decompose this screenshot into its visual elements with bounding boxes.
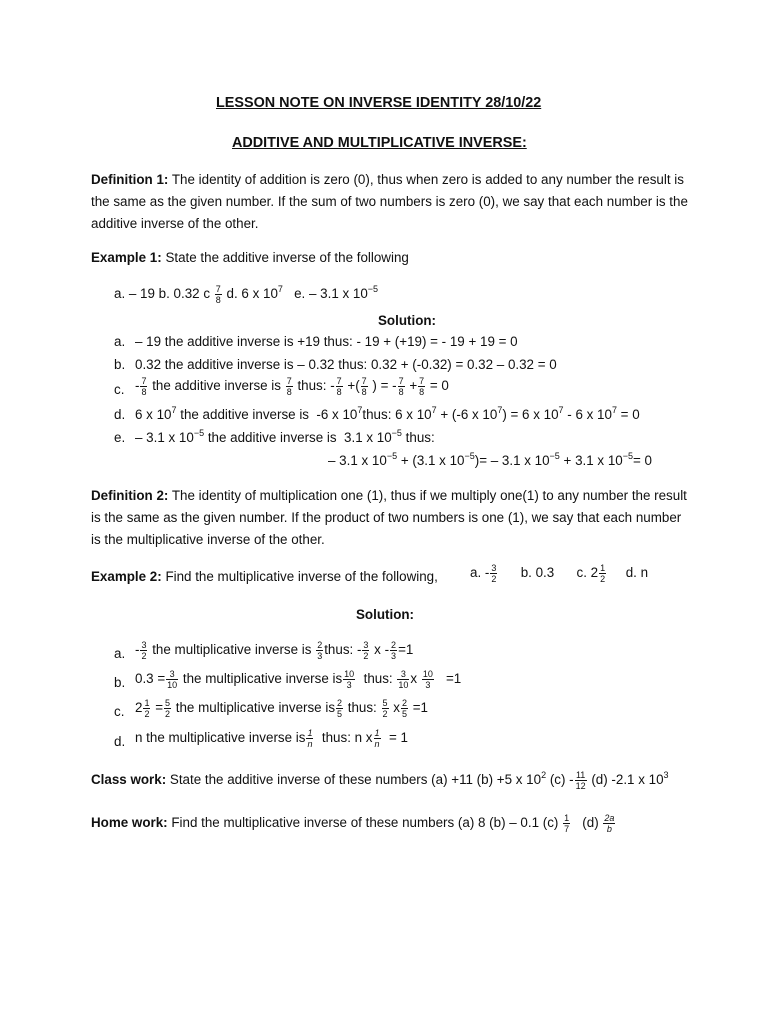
sol1-e-label: e. (114, 430, 126, 445)
section-title: ADDITIVE AND MULTIPLICATIVE INVERSE: (232, 135, 527, 151)
example-2-items: a. - $\frac{3}{2}$ b. 0.3 c. 2 $\frac{1}{2}$ d. n (470, 563, 649, 584)
sol1-d: 6 x $10^7$ the additive inverse is -6 x $10^7thus$: 6 x $10^7 + (-6$ x $10^7) = 6$ x $10^7 - 6$ x $10^7 = 0$ (135, 405, 640, 422)
example-1-text: State the additive inverse of the following (161, 250, 409, 265)
example-1 (91, 250, 409, 265)
page-title: LESSON NOTE ON INVERSE IDENTITY 28/10/22 (216, 95, 542, 111)
sol1-e: – 3.1 x $10^{-5}$ the additive inverse is 3.1 x $10^{-5}$ thus: (135, 428, 435, 445)
definition-2-text: The identity of multiplication one (1), thus if we multiply one(1) to any number the result is the same as the given number. If the product of two numbers is one (1), we say that each number is the multiplicative inverse of the other. (91, 488, 687, 547)
homework-label: Home work: (91, 815, 168, 831)
definition-1 (91, 169, 691, 235)
example-2-text: Find the multiplicative inverse of the following, (161, 569, 438, 584)
solution-2-heading (356, 607, 414, 622)
example-1-label: Example 1: (91, 250, 162, 265)
sol1-e-cont: – 3.1 x $10^{-5} + (3.1$ x $10^{-5})= - 3.1$ x $10^{-5} + 3.1$ x $10^{-5}= 0$ (328, 451, 652, 468)
example-2 (91, 569, 438, 584)
definition-1-text: The identity of addition is zero (0), thus when zero is added to any number the result is the same as the given number. If the sum of two numbers is zero (0), we say that each number is the additive inverse of the other. (91, 172, 688, 231)
solution-1-heading (378, 313, 436, 328)
sol2-c-label: c. (114, 704, 125, 719)
definition-1-label: Definition 1: (91, 172, 169, 187)
example-1-item-e: e. – 3.1 x 10 (294, 286, 368, 302)
solution-2-label: Solution: (356, 607, 415, 622)
classwork-label: Class work: (91, 772, 167, 788)
example-1-items-abc: a. – 19 b. 0.32 c (114, 286, 211, 302)
homework-text: Find the multiplicative inverse of these numbers (a) 8 (b) – 0.1 (c) (167, 815, 559, 831)
example-2-label: Example 2: (91, 569, 162, 584)
sol2-c: 2 $\frac{1}{2}$ = $\frac{5}{2}$ the multiplicative inverse is $\frac{2}{5}$ thus: $\frac{5}{2}$ x $\frac{2}{5}$ =1 (135, 698, 428, 719)
classwork: Class work: State the additive inverse of these numbers (a) +11 (b) +5 x $10^2$ (c) - $\frac{11}{12}$ (d) -2.1 x $10^3$ (91, 770, 669, 791)
example-1-items: a. – 19 b. 0.32 c $\frac{7}{8}$ d. 6 x $10^7$ e. – 3.1 x $10^{-5}$ (114, 284, 379, 305)
definition-2-label: Definition 2: (91, 488, 169, 503)
sol2-a: - $\frac{3}{2}$ the multiplicative inverse is $\frac{2}{3}$ thus: - $\frac{3}{2}$ x - $\frac{2}{3}$ =1 (135, 640, 414, 661)
sol1-c: - $\frac{7}{8}$ the additive inverse is $\frac{7}{8}$ thus: - $\frac{7}{8}$ +( $\frac{7}{8}$ ) = - $\frac{7}{8}$ + $\frac{7}{8}$ = 0 (135, 376, 449, 397)
sol2-b-label: b. (114, 675, 126, 690)
classwork-text: State the additive inverse of these numbers (a) +11 (b) +5 x 10 (166, 772, 542, 788)
sol1-a: – 19 the additive inverse is +19 thus: - 19 + (+19) = - 19 + 19 = 0 (135, 334, 518, 349)
definition-2 (91, 485, 691, 551)
fraction: $\frac{7}{8}$ (215, 284, 221, 305)
sol2-d: n the multiplicative inverse is $\frac{1}{n}$ thus: n x $\frac{1}{n}$ = 1 (135, 728, 408, 749)
sol2-a-label: a. (114, 646, 126, 661)
sol1-b-label: b. (114, 357, 126, 372)
sol1-d-label: d. (114, 407, 126, 422)
sol2-b: 0.3 = $\frac{3}{10}$ the multiplicative inverse is $\frac{10}{3}$ thus: $\frac{3}{10}$ x $\frac{10}{3}$ =1 (135, 669, 462, 690)
sol1-c-label: c. (114, 382, 125, 397)
sol2-d-label: d. (114, 734, 126, 749)
sol1-b: 0.32 the additive inverse is – 0.32 thus: 0.32 + (-0.32) = 0.32 – 0.32 = 0 (135, 357, 557, 372)
sol1-a-label: a. (114, 334, 126, 349)
solution-1-label: Solution: (378, 313, 437, 328)
homework: Home work: Find the multiplicative inverse of these numbers (a) 8 (b) – 0.1 (c) $\frac{1}{7}$ (d) $\frac{2a}{b}$ (91, 813, 615, 834)
example-1-item-d: d. 6 x 10 (226, 286, 278, 302)
